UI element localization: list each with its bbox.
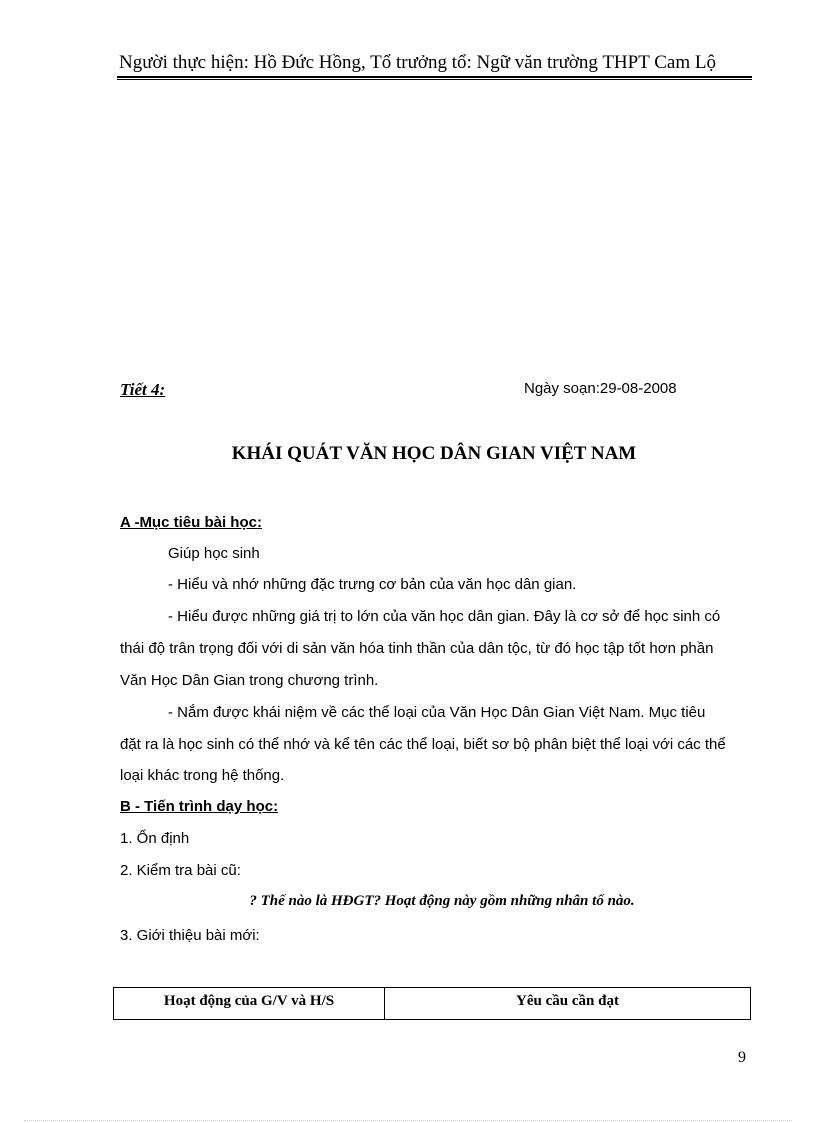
page-number: 9 [738, 1049, 746, 1066]
section-b-heading: B - Tiến trình dạy học: [120, 798, 279, 815]
step-review: 2. Kiểm tra bài cũ: [120, 862, 241, 879]
section-a-heading: A -Mục tiêu bài học: [120, 514, 262, 531]
objective-line: loại khác trong hệ thống. [120, 767, 285, 784]
page-header: Người thực hiện: Hồ Đức Hồng, Tổ trưởng tổ: Ngữ văn trường THPT Cam Lộ [119, 52, 716, 73]
objective-line: - Hiểu và nhớ những đặc trưng cơ bản của văn học dân gian. [168, 576, 577, 593]
step-stabilize: 1. Ổn định [120, 830, 190, 847]
review-question: ? Thế nào là HĐGT? Hoạt động này gồm những nhân tố nào. [249, 893, 635, 909]
table-header-requirements: Yêu cầu cần đạt [516, 993, 619, 1009]
table-header-activities: Hoạt động của G/V và H/S [114, 988, 385, 1019]
step-introduce: 3. Giới thiệu bài mới: [120, 927, 260, 944]
activity-table-header [113, 987, 751, 1020]
page-bottom-border [24, 1120, 792, 1121]
objective-line: Văn Học Dân Gian trong chương trình. [120, 672, 379, 689]
objective-line: thái độ trân trọng đối với di sản văn hóa tinh thần của dân tộc, từ đó học tập tốt hơn phần [120, 640, 714, 657]
objective-line: - Nắm được khái niệm về các thể loại của Văn Học Dân Gian Việt Nam. Mục tiêu [168, 704, 706, 721]
objective-line: - Hiểu được những giá trị to lớn của văn học dân gian. Đây là cơ sở để học sinh có [168, 608, 721, 625]
lesson-period: Tiết 4: [120, 380, 166, 399]
header-divider-thick [117, 76, 752, 78]
lesson-title: KHÁI QUÁT VĂN HỌC DÂN GIAN VIỆT NAM [231, 443, 637, 464]
header-divider-thin [117, 79, 752, 80]
lesson-date: Ngày soạn:29-08-2008 [524, 380, 677, 397]
objective-line: đặt ra là học sinh có thể nhớ và kể tên các thể loại, biết sơ bộ phân biệt thể loại với các thể [120, 736, 726, 753]
objective-line: Giúp học sinh [168, 545, 260, 562]
